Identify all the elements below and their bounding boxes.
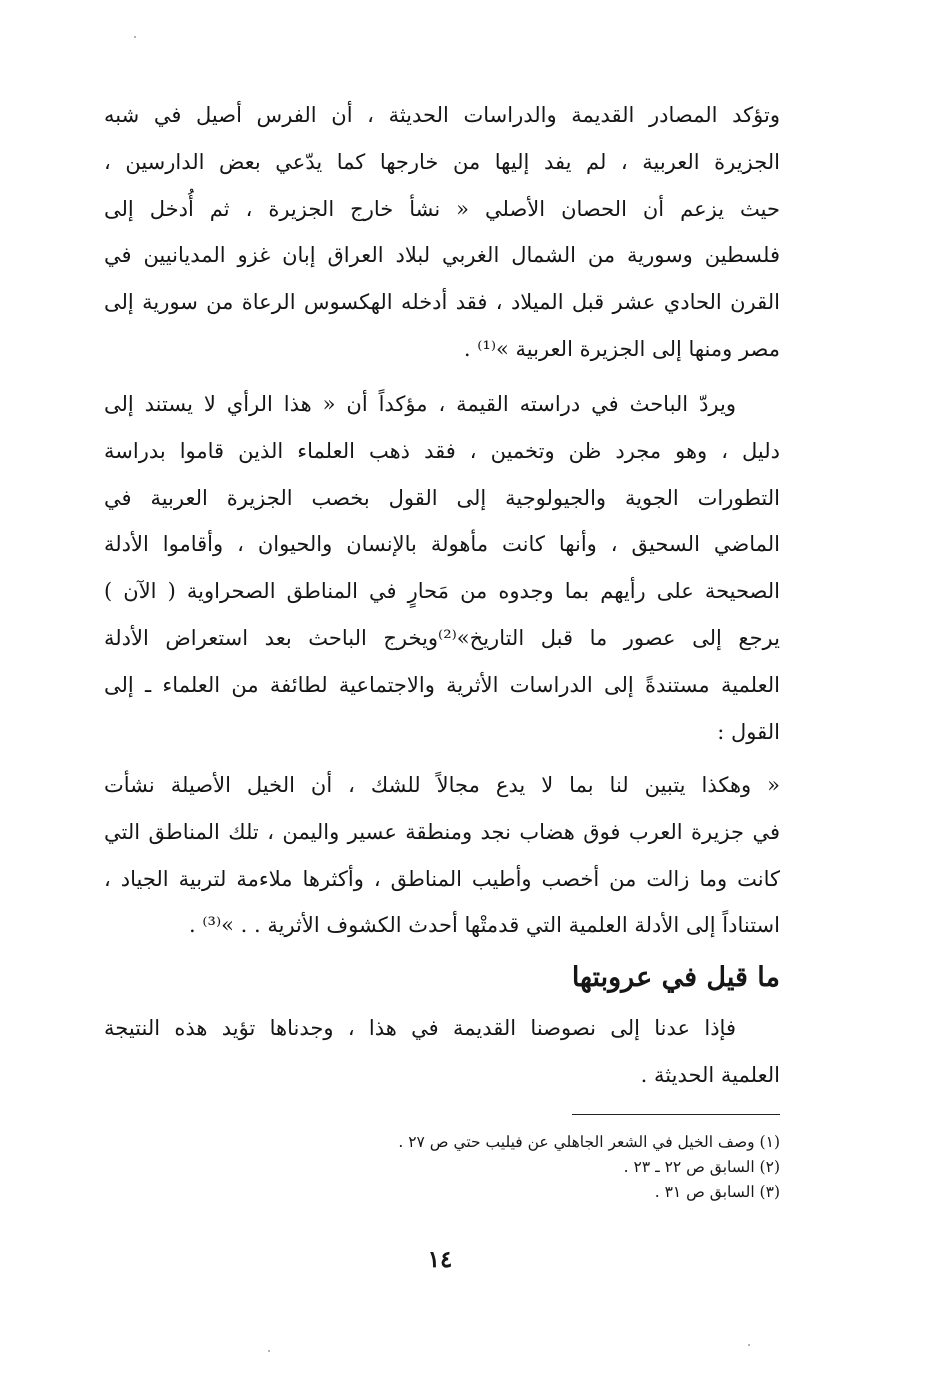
paragraph-4 — [104, 1005, 780, 1099]
paragraph-line: العلمية مستندةً إلى الدراسات الأثرية والاجتماعية لطائفة من العلماء ـ إلى — [104, 672, 780, 697]
paragraph-line: استناداً إلى الأدلة العلمية التي قدمتْها أحدث الكشوف الأثرية . . »⁽³⁾ . — [189, 913, 780, 938]
paragraph-line: « وهكذا يتبين لنا بما لا يدع مجالاً للشك ، أن الخيل الأصيلة نشأت — [104, 773, 780, 797]
section-heading: ما قيل في عروبتها — [571, 962, 780, 993]
footnote: (٢) السابق ص ٢٢ ـ ٢٣ . — [623, 1158, 780, 1176]
page-number: ١٤ — [427, 1246, 453, 1273]
paragraph-line: العلمية الحديثة . — [640, 1062, 780, 1087]
paragraph-line: ويردّ الباحث في دراسته القيمة ، مؤكداً أن « هذا الرأي لا يستند إلى — [104, 392, 736, 416]
paragraph-line: فإذا عدنا إلى نصوصنا القديمة في هذا ، وجدناها تؤيد هذه النتيجة — [104, 1016, 736, 1040]
paragraph-3 — [104, 762, 780, 949]
paragraph-line: الجزيرة العربية ، لم يفد إليها من خارجها كما يدّعي بعض الدارسين ، — [104, 149, 780, 174]
paragraph-line: يرجع إلى عصور ما قبل التاريخ»⁽²⁾ويخرج الباحث بعد استعراض الأدلة — [104, 625, 780, 650]
paragraph-2 — [104, 381, 780, 755]
footnote-divider — [572, 1114, 780, 1115]
paragraph-line: كانت وما زالت من أخصب وأطيب المناطق ، وأكثرها ملاءمة لتربية الجياد ، — [104, 866, 780, 891]
paragraph-line: الماضي السحيق ، وأنها كانت مأهولة بالإنسان والحيوان ، وأقاموا الأدلة — [104, 532, 780, 557]
paragraph-line: دليل ، وهو مجرد ظن وتخمين ، فقد ذهب العلماء الذين قاموا بدراسة — [104, 438, 780, 463]
paragraph-line: في جزيرة العرب فوق هضاب نجد ومنطقة عسير واليمن ، تلك المناطق التي — [104, 819, 780, 844]
paragraph-line: وتؤكد المصادر القديمة والدراسات الحديثة ، أن الفرس أصيل في شبه — [104, 103, 780, 127]
footnotes — [200, 1130, 780, 1205]
paragraph-line: القول : — [717, 719, 780, 744]
paragraph-line: حيث يزعم أن الحصان الأصلي « نشأ خارج الجزيرة ، ثم أُدخل إلى — [104, 196, 780, 221]
scan-speck — [748, 1344, 750, 1346]
paragraph-line: فلسطين وسورية من الشمال الغربي لبلاد العراق إبان غزو المديانيين في — [104, 243, 780, 268]
paragraph-line: التطورات الجوية والجيولوجية إلى القول بخصب الجزيرة العربية في — [104, 485, 780, 510]
paragraph-line: الصحيحة على رأيهم بما وجدوه من مَحارٍ في المناطق الصحراوية ( الآن ) — [104, 579, 780, 604]
scan-speck — [134, 36, 136, 38]
footnote: (٣) السابق ص ٣١ . — [654, 1183, 780, 1201]
paragraph-line: مصر ومنها إلى الجزيرة العربية »⁽¹⁾ . — [463, 336, 780, 361]
scan-speck — [268, 1350, 270, 1352]
paragraph-1 — [104, 92, 780, 373]
paragraph-line: القرن الحادي عشر قبل الميلاد ، فقد أدخله الهكسوس الرعاة من سورية إلى — [104, 290, 780, 315]
footnote: (١) وصف الخيل في الشعر الجاهلي عن فيليب حتي ص ٢٧ . — [398, 1133, 780, 1151]
